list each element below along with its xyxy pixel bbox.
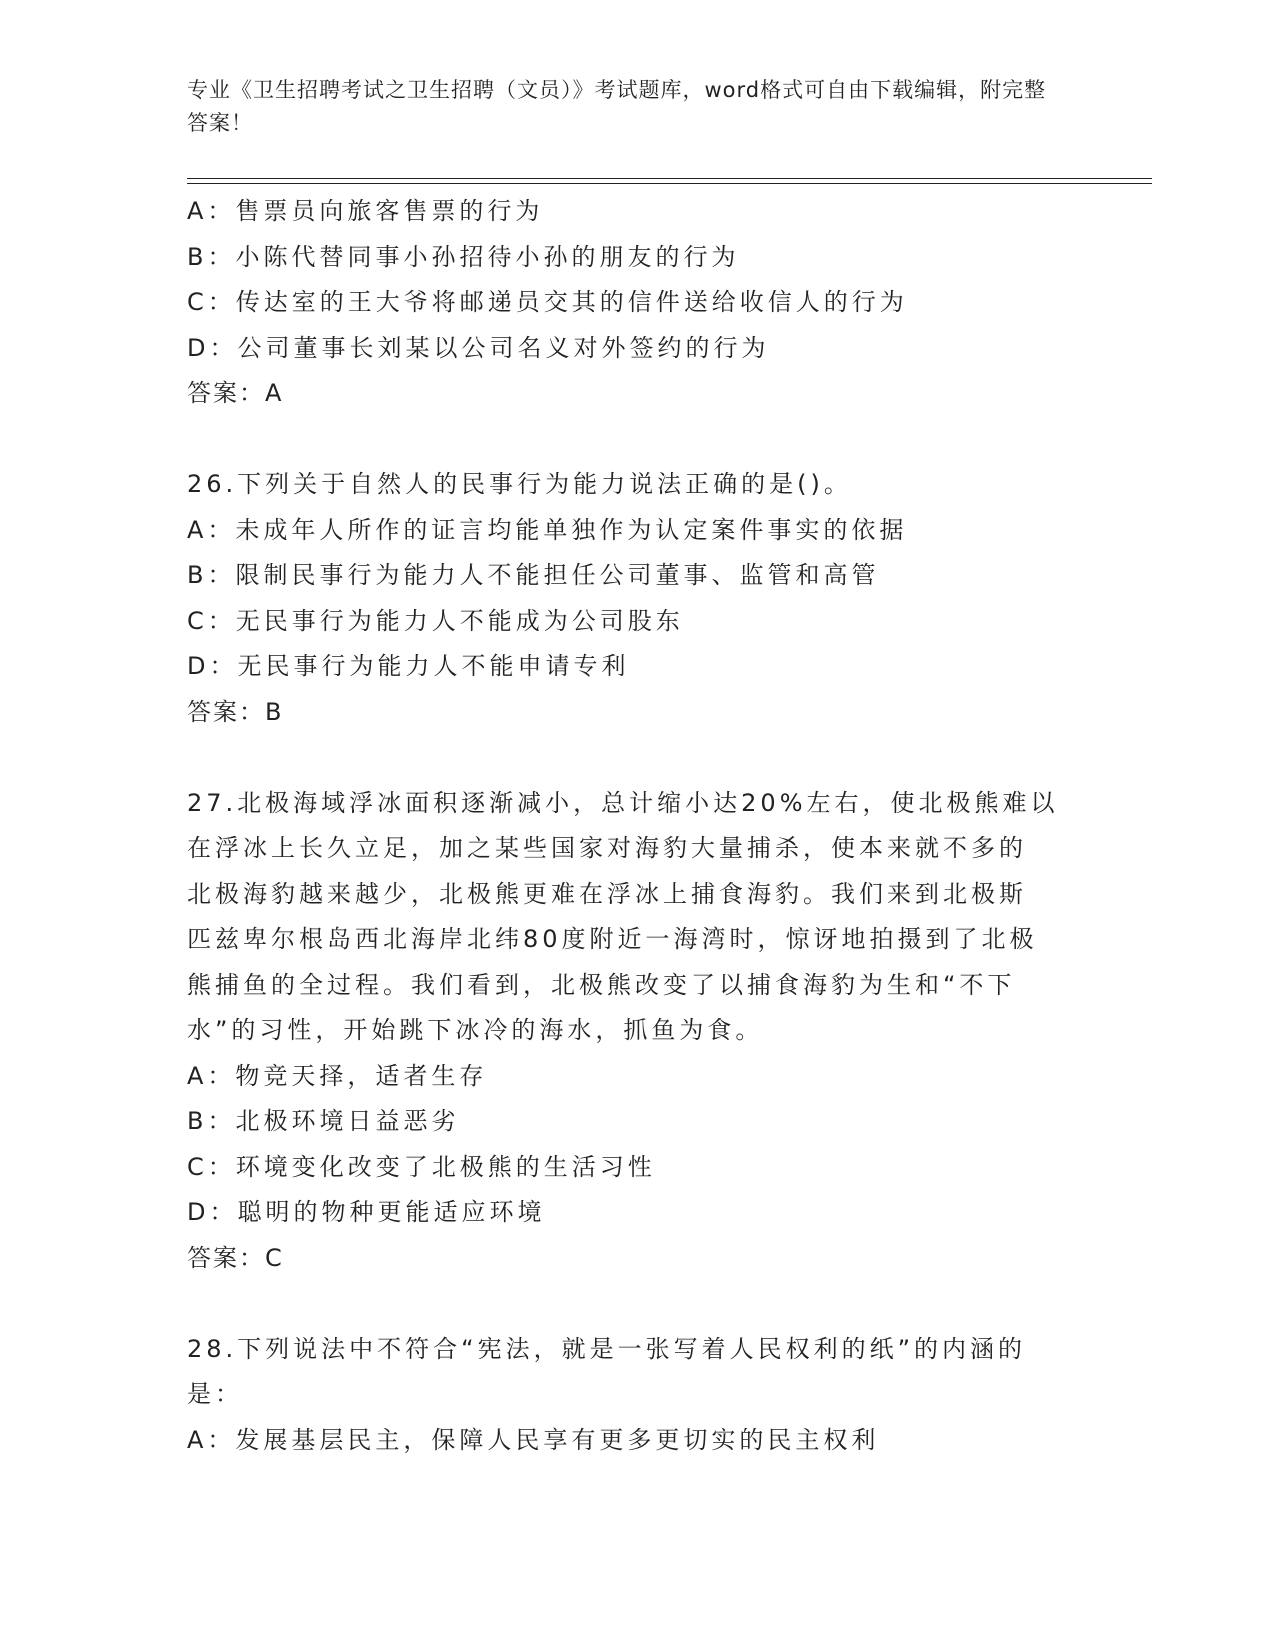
option-a: A：未成年人所作的证言均能单独作为认定案件事实的依据 [187,515,908,544]
option-b: B：小陈代替同事小孙招待小孙的朋友的行为 [187,242,740,271]
option-c: C：传达室的王大爷将邮递员交其的信件送给收信人的行为 [187,288,908,316]
spacer [187,735,1077,781]
question-26 [187,462,1077,735]
question-stem-line: 27.北极海域浮冰面积逐渐减小，总计缩小达20%左右，使北极熊难以 [187,788,1059,817]
question-stem-line: 水”的习性，开始跳下冰冷的海水，抓鱼为食。 [187,1016,764,1044]
option-a: A：售票员向旅客售票的行为 [187,197,544,225]
header-divider-bottom [187,183,1152,184]
spacer [187,1281,1077,1327]
question-28 [187,1327,1077,1464]
option-d: D：聪明的物种更能适应环境 [187,1198,546,1226]
spacer [187,417,1077,463]
question-stem-line: 北极海豹越来越少，北极熊更难在浮冰上捕食海豹。我们来到北极斯 [187,879,1027,908]
option-d: D：无民事行为能力人不能申请专利 [187,652,630,680]
question-27 [187,781,1077,1282]
question-stem-line: 是： [187,1380,243,1408]
option-a: A：发展基层民主，保障人民享有更多更切实的民主权利 [187,1425,880,1454]
option-b: B：北极环境日益恶劣 [187,1107,460,1135]
question-stem-line: 匹兹卑尔根岛西北海岸北纬80度附近一海湾时，惊讶地拍摄到了北极 [187,925,1038,953]
question-25 [187,189,1077,417]
question-stem-line: 熊捕鱼的全过程。我们看到，北极熊改变了以捕食海豹为生和“不下 [187,970,1016,999]
option-d: D：公司董事长刘某以公司名义对外签约的行为 [187,333,770,362]
option-a: A：物竞天择，适者生存 [187,1061,488,1090]
document-header: 专业《卫生招聘考试之卫生招聘（文员）》考试题库，word格式可自由下载编辑，附完整答案！ [187,78,1047,135]
option-c: C：环境变化改变了北极熊的生活习性 [187,1152,656,1181]
option-b: B：限制民事行为能力人不能担任公司董事、监管和高管 [187,561,880,589]
answer: 答案：A [187,379,284,407]
question-stem-line: 28.下列说法中不符合“宪法，就是一张写着人民权利的纸”的内涵的 [187,1334,1027,1363]
answer: 答案：B [187,697,284,726]
header-divider-top [187,178,1152,179]
option-c: C：无民事行为能力人不能成为公司股东 [187,606,684,635]
question-stem-line: 在浮冰上长久立足，加之某些国家对海豹大量捕杀，使本来就不多的 [187,834,1027,862]
answer: 答案：C [187,1243,284,1272]
question-content [187,189,1077,1463]
question-stem: 26.下列关于自然人的民事行为能力说法正确的是()。 [187,470,852,498]
